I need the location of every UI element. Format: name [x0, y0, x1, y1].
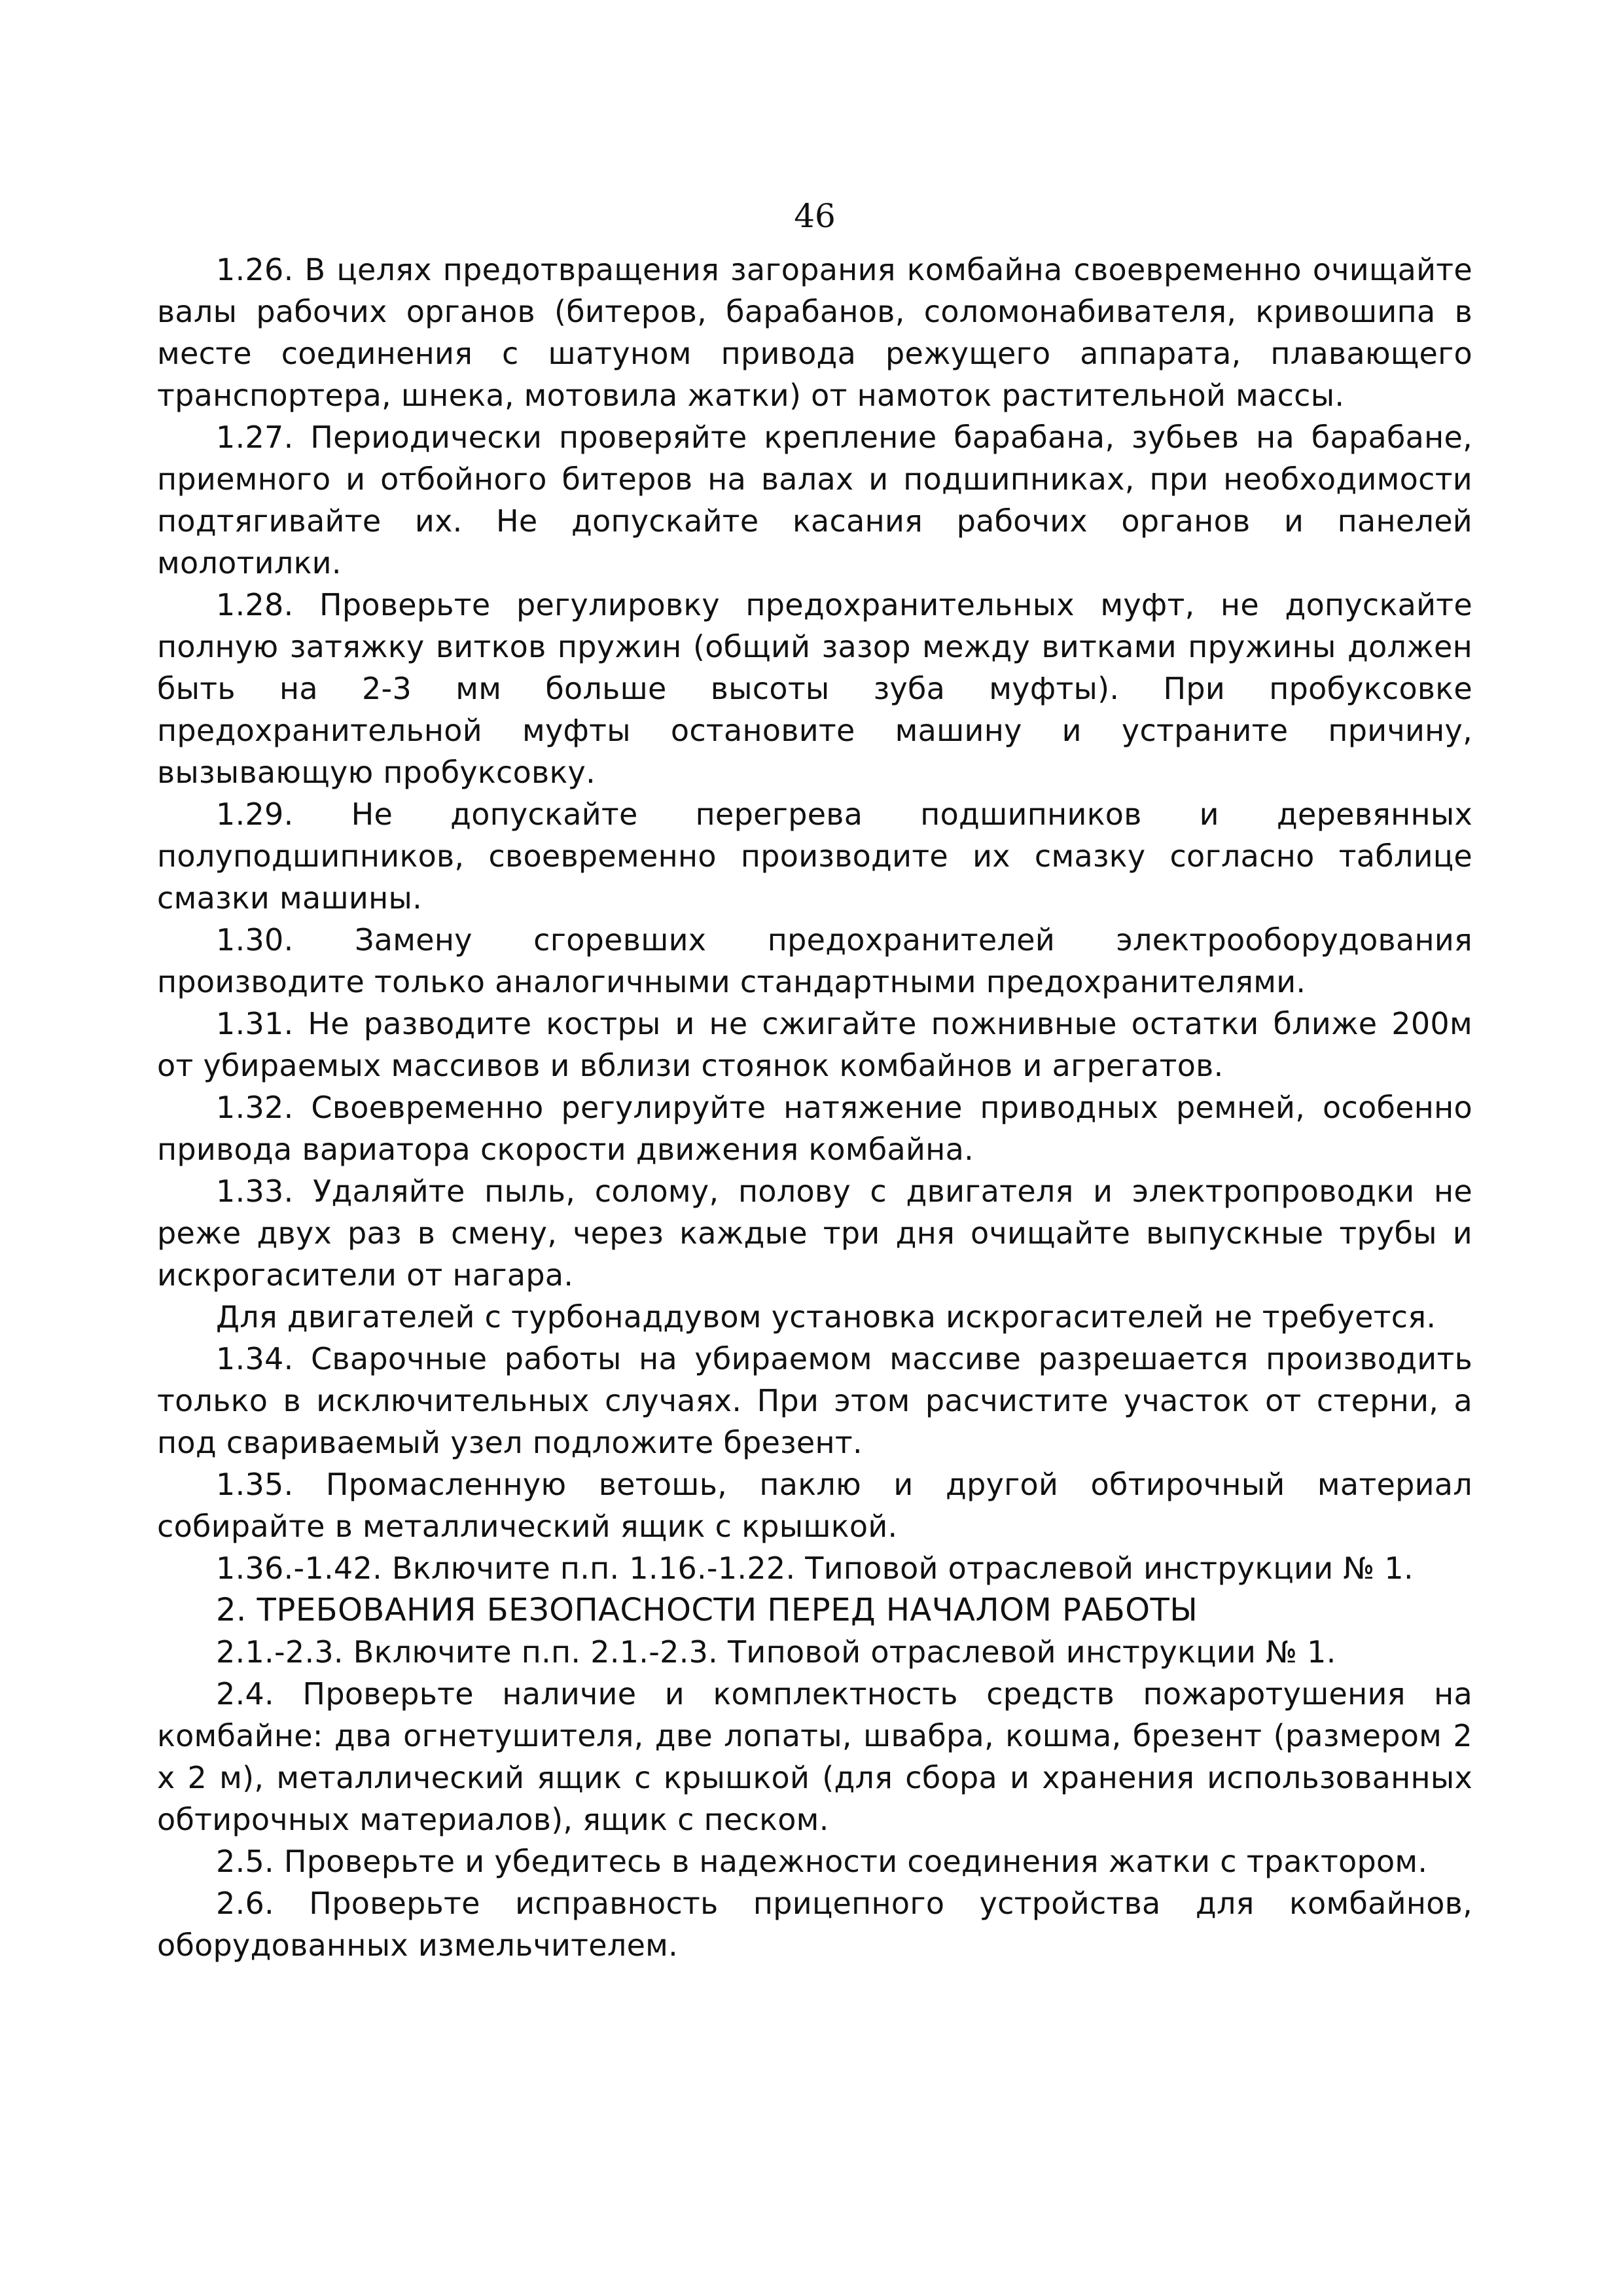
paragraph-1-33-note: Для двигателей с турбонаддувом установка искрогасителей не требуется. — [216, 1299, 1436, 1335]
section-2-heading: 2. ТРЕБОВАНИЯ БЕЗОПАСНОСТИ ПЕРЕД НАЧАЛОМ РАБОТЫ — [216, 1592, 1198, 1628]
paragraph-2-1: 2.1.-2.3. Включите п.п. 2.1.-2.3. Типовой отраслевой инструкции № 1. — [216, 1634, 1336, 1670]
paragraph-2-5: 2.5. Проверьте и убедитесь в надежности соединения жатки с трактором. — [216, 1844, 1428, 1879]
page-number: 46 — [794, 197, 836, 235]
paragraph-1-35: 1.35. Промасленную ветошь, паклю и другой обтирочный материал собирайте в металлический ящик с крышкой. — [157, 1467, 1472, 1544]
document-page — [157, 196, 1472, 1966]
paragraph-1-28: 1.28. Проверьте регулировку предохранительных муфт, не допускайте полную затяжку витков пружин (общий зазор между витками пружины должен быть на 2-3 мм больше высоты зуба муфты). При пробуксовке предохранительной муфты остановите машину и устраните причину, вызывающую пробуксовку. — [157, 587, 1472, 790]
paragraph-1-31: 1.31. Не разводите костры и не сжигайте пожнивные остатки ближе 200м от убираемых массивов и вблизи стоянок комбайнов и агрегатов. — [157, 1006, 1472, 1083]
paragraph-1-27: 1.27. Периодически проверяйте крепление барабана, зубьев на барабане, приемного и отбойного битеров на валах и подшипниках, при необходимости подтягивайте их. Не допускайте касания рабочих органов и панелей молотилки. — [157, 420, 1472, 581]
paragraph-2-4: 2.4. Проверьте наличие и комплектность средств пожаротушения на комбайне: два огнетушителя, две лопаты, швабра, кошма, брезент (размером 2 х 2 м), металлический ящик с крышкой (для сбора и хранения использованных обтирочных материалов), ящик с песком. — [157, 1676, 1472, 1837]
paragraph-1-36: 1.36.-1.42. Включите п.п. 1.16.-1.22. Типовой отраслевой инструкции № 1. — [216, 1551, 1414, 1586]
paragraph-2-6: 2.6. Проверьте исправность прицепного устройства для комбайнов, оборудованных измельчителем. — [157, 1886, 1472, 1963]
paragraph-1-30: 1.30. Замену сгоревших предохранителей электрооборудования производите только аналогичными стандартными предохранителями. — [157, 922, 1472, 999]
paragraph-1-34: 1.34. Сварочные работы на убираемом массиве разрешается производить только в исключительных случаях. При этом расчистите участок от стерни, а под свариваемый узел подложите брезент. — [157, 1341, 1472, 1460]
paragraph-1-32: 1.32. Своевременно регулируйте натяжение приводных ремней, особенно привода вариатора скорости движения комбайна. — [157, 1090, 1472, 1167]
paragraph-1-26: 1.26. В целях предотвращения загорания комбайна своевременно очищайте валы рабочих органов (битеров, барабанов, соломонабивателя, кривошипа в месте соединения с шатуном привода режущего аппарата, плавающего транспортера, шнека, мотовила жатки) от намоток растительной массы. — [157, 252, 1472, 413]
paragraph-1-29: 1.29. Не допускайте перегрева подшипников и деревянных полуподшипников, своевременно производите их смазку согласно таблице смазки машины. — [157, 797, 1472, 916]
paragraph-1-33: 1.33. Удаляйте пыль, солому, полову с двигателя и электропроводки не реже двух раз в смену, через каждые три дня очищайте выпускные трубы и искрогасители от нагара. — [157, 1174, 1472, 1293]
